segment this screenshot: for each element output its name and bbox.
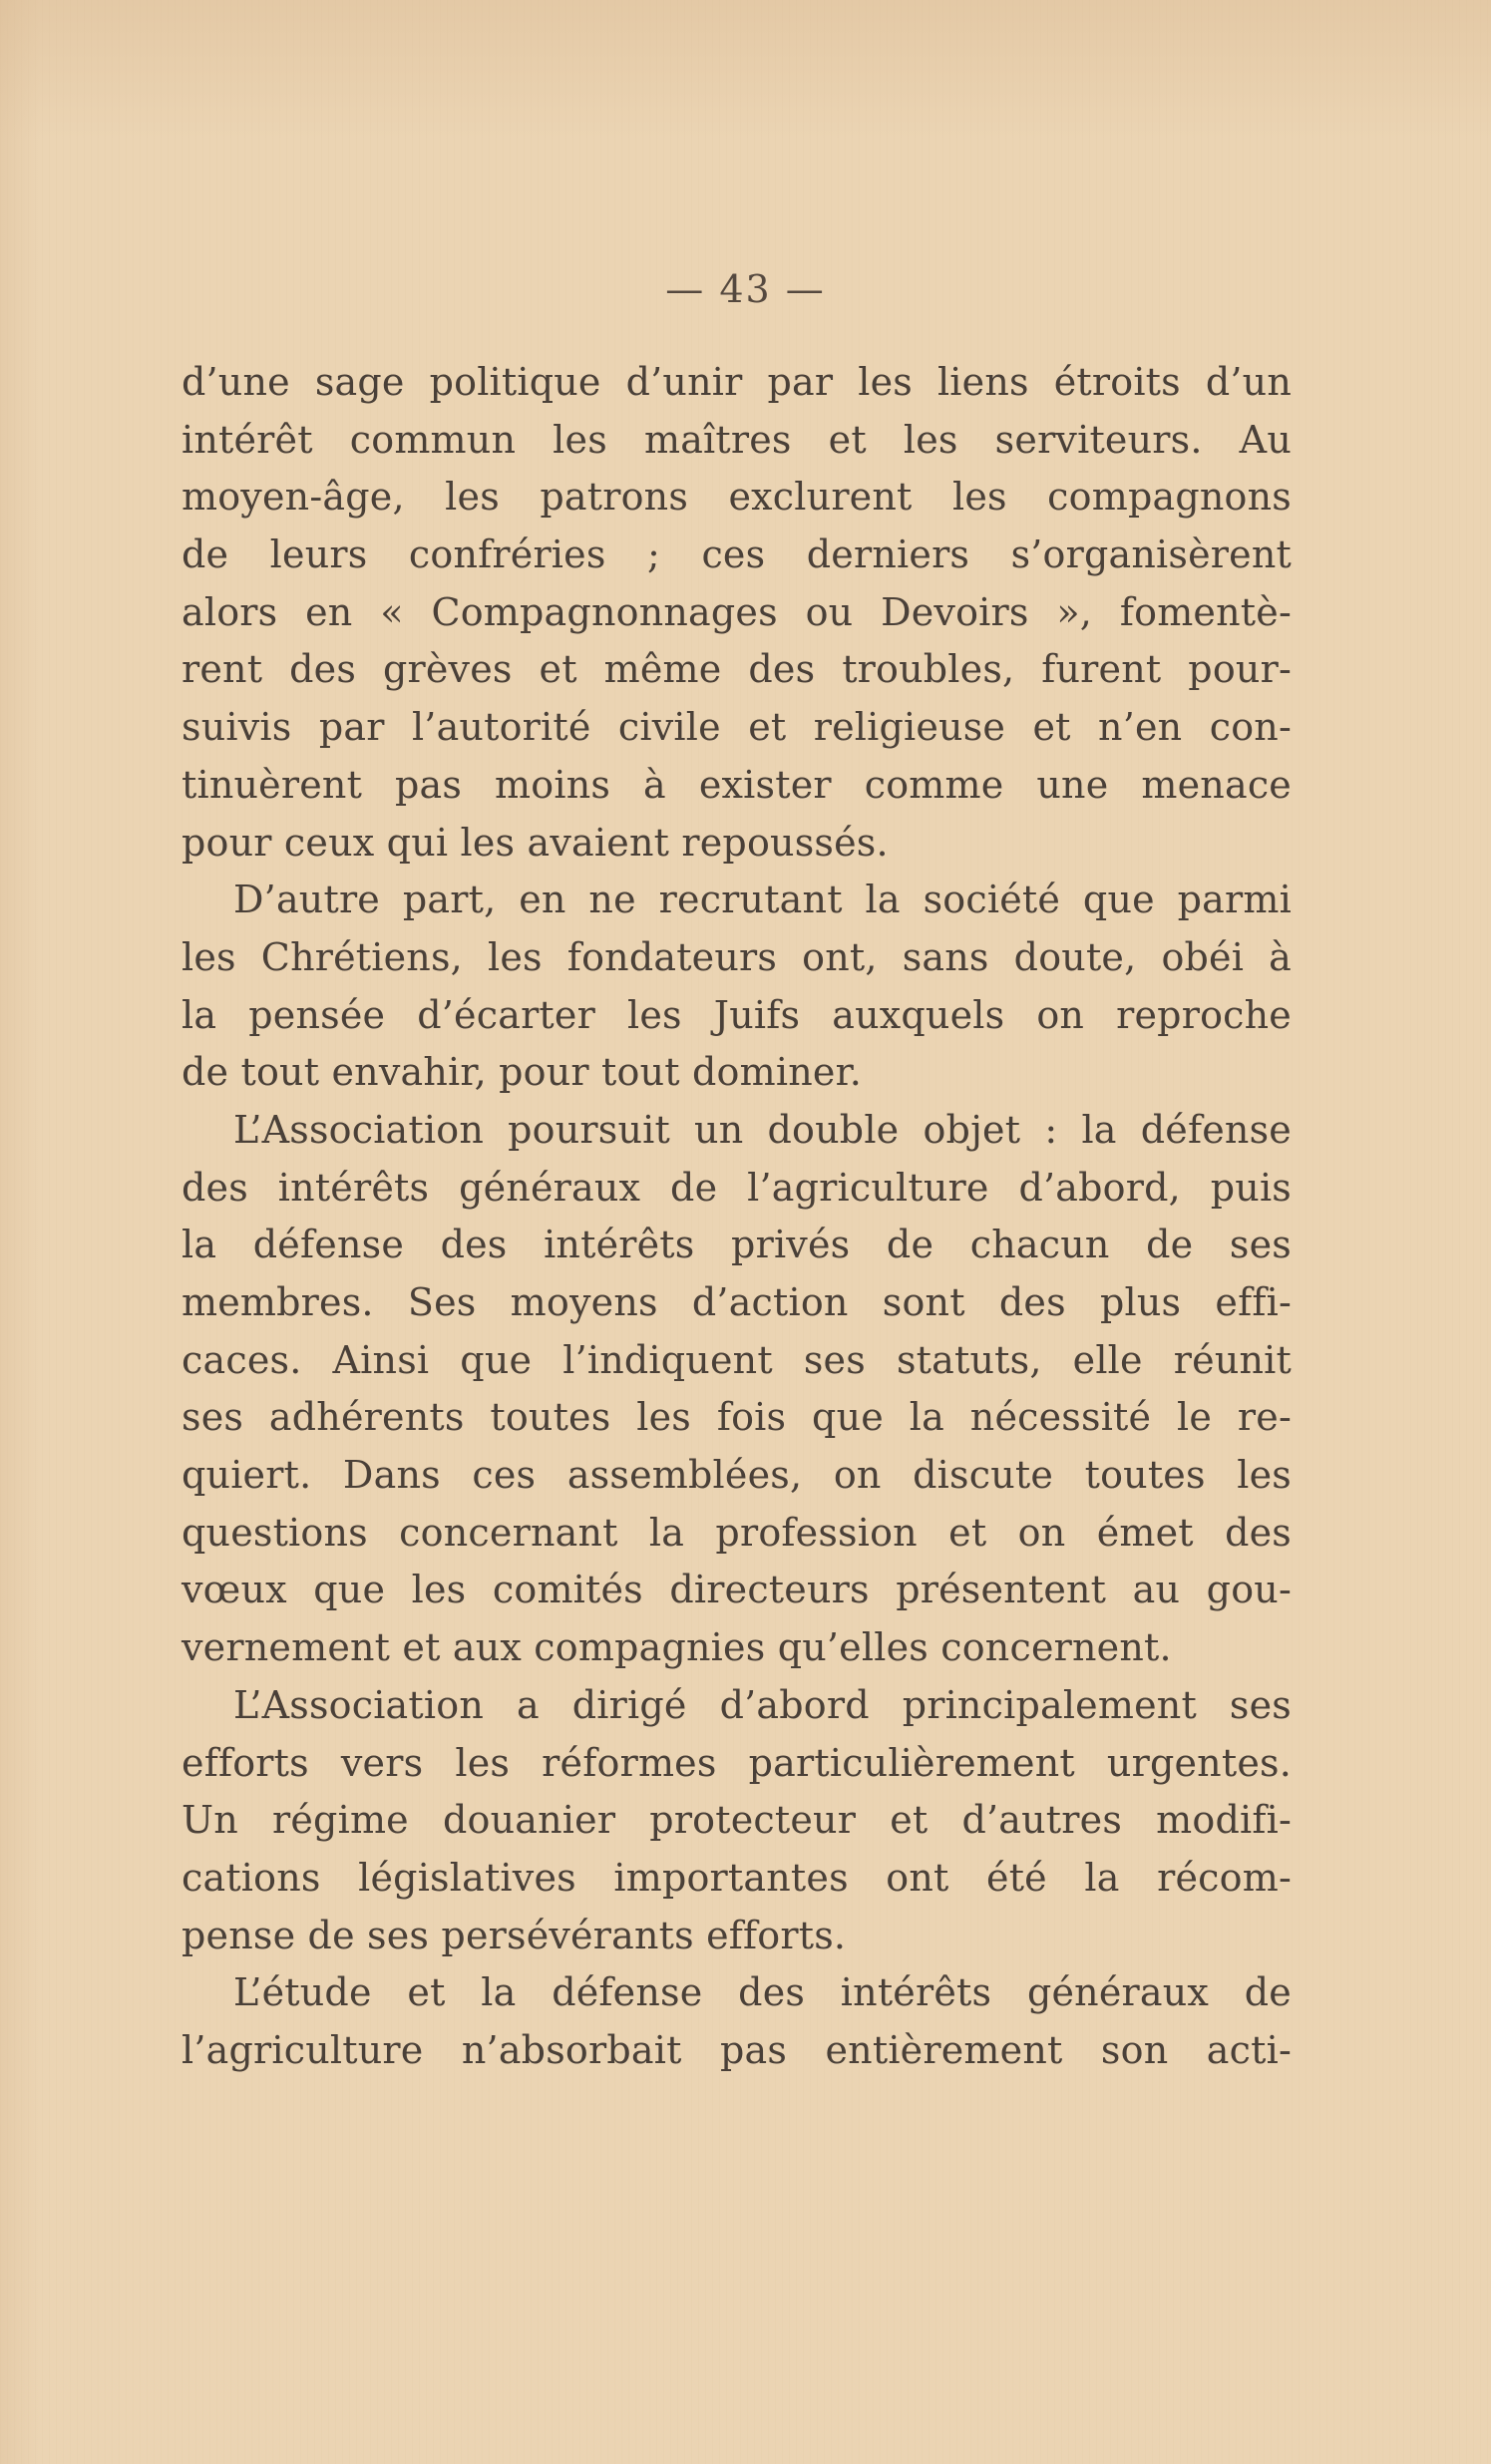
page-number: — 43 — (665, 267, 826, 311)
text-line: de tout envahir, pour tout dominer. (182, 1050, 863, 1095)
text-line: moyen-âge, les patrons exclurent les compagnons (182, 475, 1292, 520)
text-line: suivis par l’autorité civile et religieuse et n’en con- (182, 705, 1292, 750)
text-line: d’une sage politique d’unir par les liens étroits d’un (182, 360, 1292, 404)
text-line: membres. Ses moyens d’action sont des plus effi- (182, 1280, 1292, 1324)
text-line: rent des grèves et même des troubles, furent pour- (182, 647, 1292, 692)
text-line: des intérêts généraux de l’agriculture d’abord, puis (182, 1165, 1292, 1210)
text-line: ses adhérents toutes les fois que la nécessité le re- (182, 1395, 1292, 1440)
text-line: vœux que les comités directeurs présentent au gou- (182, 1568, 1292, 1612)
text-line: caces. Ainsi que l’indiquent ses statuts, elle réunit (182, 1337, 1292, 1382)
text-line: Un régime douanier protecteur et d’autres modifi- (182, 1798, 1292, 1843)
text-line: pour ceux qui les avaient repoussés. (182, 820, 889, 865)
paragraph-first-line: D’autre part, en ne recrutant la société que parmi (233, 878, 1292, 922)
text-line: la pensée d’écarter les Juifs auxquels on reproche (182, 992, 1292, 1037)
text-line: tinuèrent pas moins à exister comme une menace (182, 762, 1292, 807)
text-line: les Chrétiens, les fondateurs ont, sans doute, obéi à (182, 934, 1292, 979)
text-line: questions concernant la profession et on émet des (182, 1510, 1292, 1555)
text-line: vernement et aux compagnies qu’elles concernent. (182, 1625, 1172, 1670)
text-line: cations législatives importantes ont été la récom- (182, 1855, 1292, 1900)
paragraph-first-line: L’Association a dirigé d’abord principalement ses (233, 1682, 1292, 1727)
text-line: quiert. Dans ces assemblées, on discute toutes les (182, 1453, 1292, 1498)
text-line: intérêt commun les maîtres et les serviteurs. Au (182, 417, 1292, 462)
text-line: de leurs confréries ; ces derniers s’organisèrent (182, 532, 1292, 577)
text-line: pense de ses persévérants efforts. (182, 1913, 847, 1957)
paragraph-first-line: L’Association poursuit un double objet : la défense (233, 1107, 1292, 1152)
text-line: efforts vers les réformes particulièrement urgentes. (182, 1740, 1292, 1785)
text-line: l’agriculture n’absorbait pas entièrement son acti- (182, 2027, 1292, 2072)
text-line: la défense des intérêts privés de chacun de ses (182, 1223, 1292, 1267)
body-text (182, 354, 1292, 2080)
paragraph-first-line: L’étude et la défense des intérêts généraux de (233, 1970, 1292, 2015)
text-line: alors en « Compagnonnages ou Devoirs », fomentè- (182, 589, 1292, 634)
